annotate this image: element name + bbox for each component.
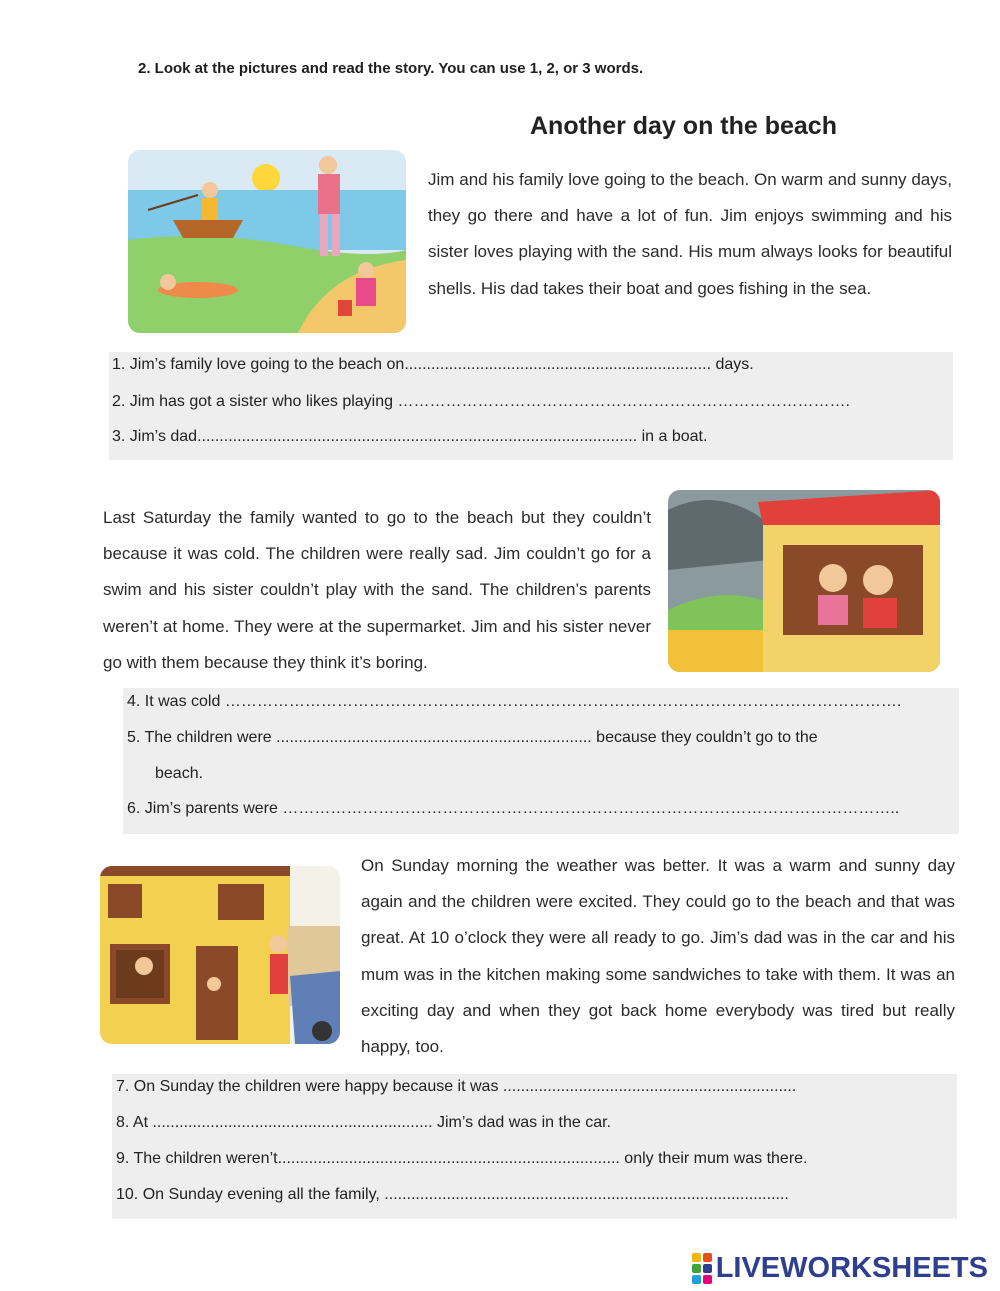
beach-family-picture xyxy=(128,150,406,333)
question-5: 5. The children were ....................................................................... because they couldn’t go to the xyxy=(127,729,818,746)
question-10: 10. On Sunday evening all the family, ........................................................................................... xyxy=(116,1186,789,1203)
question-3: 3. Jim’s dad................................................................................................... in a boat. xyxy=(112,428,708,445)
instruction-text: 2. Look at the pictures and read the story. You can use 1, 2, or 3 words. xyxy=(138,60,644,77)
logo-mark-icon xyxy=(692,1253,712,1284)
logo-block xyxy=(703,1253,712,1262)
story-paragraph-3: On Sunday morning the weather was better. It was a warm and sunny day again and the children were excited. They could go to the beach and that was great. At 10 o’clock they were all ready to go. Jim’s dad was in the car and his mum was in the kitchen making some sandwiches to take with them. It was an exciting day and when they got back home everybody was tired but really happy, too. xyxy=(361,856,955,1057)
story-paragraph-1: Jim and his family love going to the beach. On warm and sunny days, they go there and have a lot of fun. Jim enjoys swimming and his sister loves playing with the sand. His mum always looks for beautiful shells. His dad takes their boat and goes fishing in the sea. xyxy=(428,170,952,298)
question-9: 9. The children weren’t............................................................................. only their mum was there. xyxy=(116,1150,808,1167)
question-2: 2. Jim has got a sister who likes playing …………………………………………………………………………. xyxy=(112,393,850,410)
question-4: 4. It was cold ………………………………………………………………………………………………………………. xyxy=(127,693,902,710)
question-8: 8. At ............................................................... Jim’s dad was in the car. xyxy=(116,1114,611,1131)
logo-block xyxy=(692,1275,701,1284)
liveworksheets-logo xyxy=(692,1252,988,1285)
question-6: 6. Jim’s parents were …………………………………………………………………………………………………….. xyxy=(127,800,900,817)
question-5-continued: beach. xyxy=(155,765,204,782)
rainy-window-picture xyxy=(668,490,940,672)
story-title: Another day on the beach xyxy=(530,112,837,140)
story-paragraph-2: Last Saturday the family wanted to go to the beach but they couldn’t because it was cold. The children were really sad. Jim couldn’t go for a swim and his sister couldn’t play with the sand. The children’s parents weren’t at home. They were at the supermarket. Jim and his sister never go with them because they think it’s boring. xyxy=(103,508,651,672)
logo-block xyxy=(692,1253,701,1262)
logo-block xyxy=(703,1275,712,1284)
logo-block xyxy=(703,1264,712,1273)
question-7: 7. On Sunday the children were happy because it was .................................................................. xyxy=(116,1078,797,1095)
question-1: 1. Jim’s family love going to the beach on..................................................................... days. xyxy=(112,356,754,373)
logo-text: LIVEWORKSHEETS xyxy=(715,1252,988,1284)
house-car-picture xyxy=(100,866,340,1044)
logo-block xyxy=(692,1264,701,1273)
